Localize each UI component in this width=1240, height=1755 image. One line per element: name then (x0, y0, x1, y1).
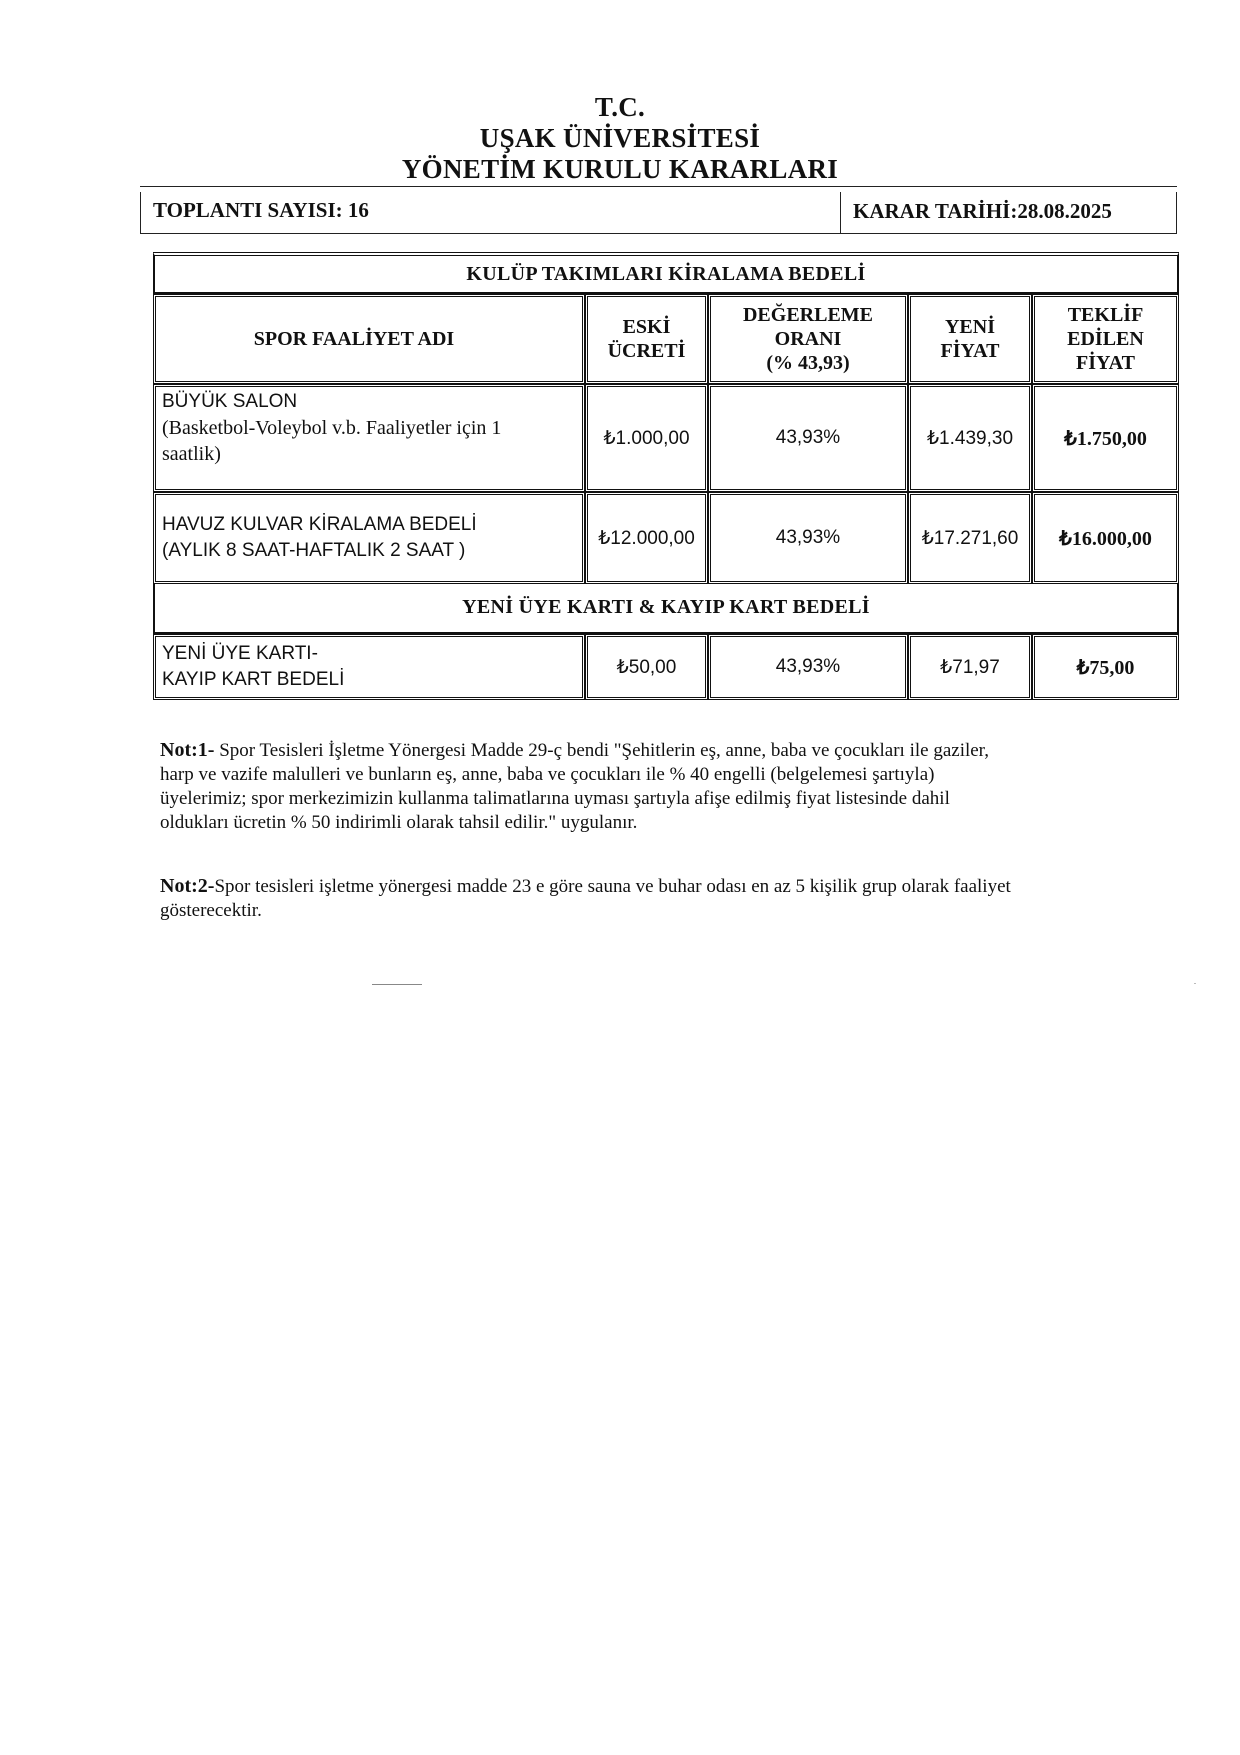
activity-name-cell (153, 634, 585, 700)
note-2-label: Not:2- (160, 875, 215, 897)
column-header-rate-line3: (% 43,93) (766, 352, 850, 374)
table-row (153, 492, 1179, 584)
old-fee-cell: ₺1.000,00 (585, 384, 708, 492)
rate-cell: 43,93% (708, 492, 908, 584)
offered-price-cell: ₺75,00 (1032, 634, 1179, 700)
table-row (153, 384, 1179, 492)
note-1-line1: Spor Tesisleri İşletme Yönergesi Madde 29-ç bendi "Şehitlerin eş, anne, baba ve çocukları ile gaziler, (214, 740, 990, 761)
column-header-offered-price (1032, 294, 1179, 384)
new-price-cell: ₺17.271,60 (908, 492, 1032, 584)
separator-dash (372, 984, 422, 985)
section-title-club-rental: KULÜP TAKIMLARI KİRALAMA BEDELİ (153, 252, 1179, 294)
note-1 (160, 738, 1180, 835)
activity-name-line1: YENİ ÜYE KARTI- (162, 643, 318, 664)
activity-name-line3: saatlik) (162, 443, 221, 465)
note-1-line2: harp ve vazife malulleri ve bunların eş, anne, baba ve çocukları ile % 40 engelli (belgelemesi şartıyla) (160, 764, 935, 785)
note-1-label: Not:1- (160, 739, 215, 761)
activity-name-line2: (AYLIK 8 SAAT-HAFTALIK 2 SAAT ) (162, 540, 466, 561)
meeting-number: TOPLANTI SAYISI: 16 (140, 192, 840, 234)
new-price-cell: ₺1.439,30 (908, 384, 1032, 492)
column-header-offered-line1: TEKLİF (1067, 304, 1144, 326)
offered-price-cell: ₺1.750,00 (1032, 384, 1179, 492)
column-header-old-fee (585, 294, 708, 384)
column-header-offered-line2: EDİLEN (1067, 328, 1144, 350)
column-header-old-fee-line2: ÜCRETİ (607, 340, 686, 362)
note-2 (160, 874, 1180, 923)
column-header-old-fee-line1: ESKİ (622, 316, 671, 338)
column-header-new-price-line2: FİYAT (940, 340, 1000, 362)
document-header (0, 92, 1240, 185)
activity-name-line1: BÜYÜK SALON (162, 391, 298, 412)
meeting-info-bar (140, 192, 1177, 234)
scan-artifact (1194, 983, 1196, 984)
fee-table (153, 252, 1179, 700)
activity-name-line1: HAVUZ KULVAR KİRALAMA BEDELİ (162, 514, 477, 535)
note-2-line1: Spor tesisleri işletme yönergesi madde 23 e göre sauna ve buhar odası en az 5 kişilik grup olarak faaliyet (214, 876, 1011, 897)
new-price-cell: ₺71,97 (908, 634, 1032, 700)
column-header-offered-line3: FİYAT (1076, 352, 1135, 374)
column-header-rate (708, 294, 908, 384)
column-header-rate-line2: ORANI (774, 328, 842, 350)
note-1-line3: üyelerimiz; spor merkezimizin kullanma talimatlarına uyması şartıyla afişe edilmiş fiyat listesinde dahil (160, 788, 950, 809)
activity-name-line2: (Basketbol-Voleybol v.b. Faaliyetler için 1 (162, 417, 502, 439)
activity-name-cell (153, 384, 585, 492)
header-underline (140, 186, 1177, 187)
rate-cell: 43,93% (708, 384, 908, 492)
table-row (153, 634, 1179, 700)
header-board-decisions: YÖNETİM KURULU KARARLARI (401, 154, 839, 184)
note-2-line2: gösterecektir. (160, 900, 262, 921)
column-header-new-price (908, 294, 1032, 384)
rate-cell: 43,93% (708, 634, 908, 700)
header-tc: T.C. (594, 92, 646, 122)
offered-price-cell: ₺16.000,00 (1032, 492, 1179, 584)
old-fee-cell: ₺12.000,00 (585, 492, 708, 584)
column-header-rate-line1: DEĞERLEME (742, 304, 874, 326)
header-university: UŞAK ÜNİVERSİTESİ (479, 123, 761, 153)
activity-name-cell (153, 492, 585, 584)
activity-name-line2: KAYIP KART BEDELİ (162, 669, 345, 690)
column-header-new-price-line1: YENİ (944, 316, 995, 338)
decision-date: KARAR TARİHİ:28.08.2025 (840, 192, 1177, 234)
column-header-activity-label: SPOR FAALİYET ADI (253, 328, 455, 350)
section-title-membership-card: YENİ ÜYE KARTI & KAYIP KART BEDELİ (153, 584, 1179, 634)
column-header-activity (153, 294, 585, 384)
note-1-line4: oldukları ücretin % 50 indirimli olarak tahsil edilir." uygulanır. (160, 812, 638, 833)
old-fee-cell: ₺50,00 (585, 634, 708, 700)
table-header-row (153, 294, 1179, 384)
